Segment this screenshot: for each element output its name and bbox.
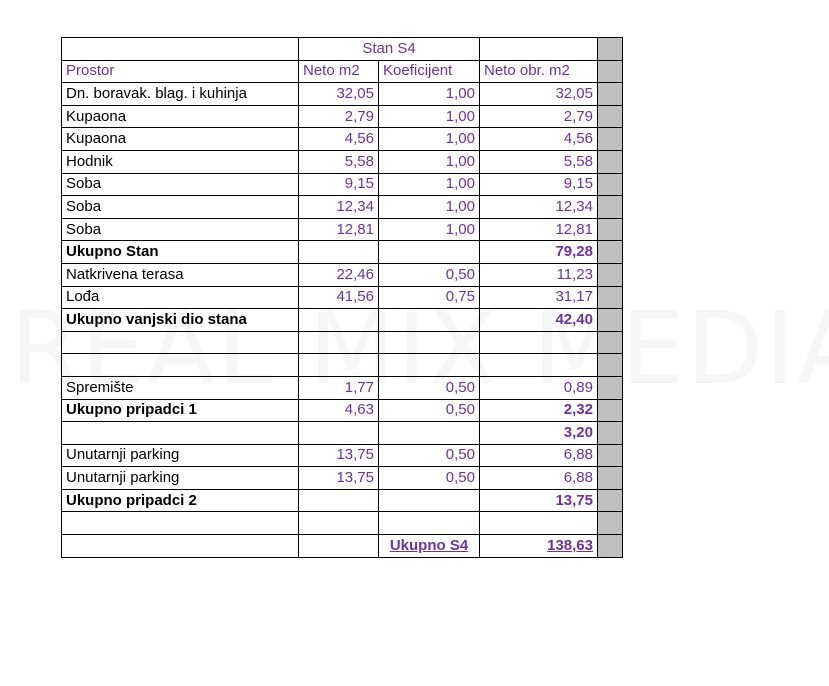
cell-neto: 13,75 <box>299 444 379 467</box>
cell-neto: 12,81 <box>299 218 379 241</box>
gray-column-cell <box>598 128 623 151</box>
table-row <box>62 83 623 106</box>
cell-neto <box>299 422 379 445</box>
gray-column-cell <box>598 173 623 196</box>
table-row <box>62 196 623 219</box>
cell-prostor: Soba <box>62 218 299 241</box>
cell-koeficijent <box>379 241 480 264</box>
gray-column-cell <box>598 150 623 173</box>
gray-column-cell <box>598 444 623 467</box>
gray-column-cell <box>598 535 623 558</box>
cell-neto-obr: 2,32 <box>480 399 598 422</box>
cell-neto-obr <box>480 354 598 377</box>
table-row <box>62 263 623 286</box>
cell-neto-obr: 4,56 <box>480 128 598 151</box>
cell-prostor: Soba <box>62 196 299 219</box>
cell-koeficijent: 0,50 <box>379 444 480 467</box>
gray-column-cell <box>598 218 623 241</box>
cell-koeficijent: 0,50 <box>379 467 480 490</box>
cell-koeficijent: 1,00 <box>379 150 480 173</box>
cell-prostor: Unutarnji parking <box>62 444 299 467</box>
cell-koeficijent <box>379 422 480 445</box>
cell-neto-obr: 6,88 <box>480 444 598 467</box>
cell-prostor: Natkrivena terasa <box>62 263 299 286</box>
table-row <box>62 376 623 399</box>
cell-koeficijent: 1,00 <box>379 83 480 106</box>
gray-column-cell <box>598 38 623 61</box>
cell-prostor: Kupaona <box>62 105 299 128</box>
header-koeficijent: Koeficijent <box>379 60 480 83</box>
cell-neto <box>299 512 379 535</box>
total-label: Ukupno S4 <box>379 535 480 558</box>
title-spacer-right <box>480 38 598 61</box>
cell-neto: 2,79 <box>299 105 379 128</box>
gray-column-cell <box>598 376 623 399</box>
cell-prostor: Ukupno pripadci 1 <box>62 399 299 422</box>
table-row <box>62 444 623 467</box>
total-value: 138,63 <box>480 535 598 558</box>
cell-koeficijent: 1,00 <box>379 196 480 219</box>
gray-column-cell <box>598 354 623 377</box>
cell-neto-obr: 0,89 <box>480 376 598 399</box>
cell-neto: 9,15 <box>299 173 379 196</box>
title-spacer <box>62 38 299 61</box>
gray-column-cell <box>598 309 623 332</box>
table-title: Stan S4 <box>299 38 480 61</box>
header-neto: Neto m2 <box>299 60 379 83</box>
table-row <box>62 331 623 354</box>
cell-neto-obr: 12,81 <box>480 218 598 241</box>
cell-neto <box>299 489 379 512</box>
cell-prostor: Ukupno pripadci 2 <box>62 489 299 512</box>
table-row <box>62 128 623 151</box>
cell-neto-obr: 12,34 <box>480 196 598 219</box>
title-row <box>62 38 623 61</box>
cell-neto: 5,58 <box>299 150 379 173</box>
cell-neto: 12,34 <box>299 196 379 219</box>
table-row <box>62 150 623 173</box>
cell-neto-obr: 79,28 <box>480 241 598 264</box>
table-row <box>62 173 623 196</box>
cell-neto-obr <box>480 512 598 535</box>
gray-column-cell <box>598 422 623 445</box>
gray-column-cell <box>598 512 623 535</box>
cell-neto <box>299 241 379 264</box>
cell-neto <box>299 331 379 354</box>
cell-neto-obr: 42,40 <box>480 309 598 332</box>
cell-neto <box>299 354 379 377</box>
header-prostor: Prostor <box>62 60 299 83</box>
gray-column-cell <box>598 467 623 490</box>
cell-neto-obr: 31,17 <box>480 286 598 309</box>
gray-column-cell <box>598 60 623 83</box>
table-row <box>62 422 623 445</box>
gray-column-cell <box>598 399 623 422</box>
table-row <box>62 309 623 332</box>
cell-prostor: Spremište <box>62 376 299 399</box>
cell-neto-obr: 13,75 <box>480 489 598 512</box>
cell-neto-obr: 6,88 <box>480 467 598 490</box>
table-row <box>62 489 623 512</box>
cell-prostor: Hodnik <box>62 150 299 173</box>
cell-koeficijent: 0,50 <box>379 376 480 399</box>
cell-neto-obr: 9,15 <box>480 173 598 196</box>
cell-prostor: Kupaona <box>62 128 299 151</box>
gray-column-cell <box>598 286 623 309</box>
cell-prostor <box>62 422 299 445</box>
cell-neto-obr: 5,58 <box>480 150 598 173</box>
cell-prostor: Lođa <box>62 286 299 309</box>
table-row <box>62 512 623 535</box>
cell-koeficijent <box>379 489 480 512</box>
table-row <box>62 218 623 241</box>
table-row <box>62 399 623 422</box>
total-row <box>62 535 623 558</box>
cell-koeficijent: 0,75 <box>379 286 480 309</box>
cell-neto-obr: 2,79 <box>480 105 598 128</box>
cell-neto: 4,56 <box>299 128 379 151</box>
table-row <box>62 105 623 128</box>
header-neto-obr: Neto obr. m2 <box>480 60 598 83</box>
cell-neto <box>299 309 379 332</box>
cell-neto: 32,05 <box>299 83 379 106</box>
gray-column-cell <box>598 331 623 354</box>
gray-column-cell <box>598 241 623 264</box>
table-row <box>62 467 623 490</box>
gray-column-cell <box>598 105 623 128</box>
cell-koeficijent <box>379 512 480 535</box>
gray-column-cell <box>598 489 623 512</box>
cell-neto-obr: 11,23 <box>480 263 598 286</box>
cell-prostor <box>62 512 299 535</box>
total-spacer <box>62 535 299 558</box>
cell-neto-obr: 3,20 <box>480 422 598 445</box>
cell-prostor: Unutarnji parking <box>62 467 299 490</box>
gray-column-cell <box>598 83 623 106</box>
cell-neto: 1,77 <box>299 376 379 399</box>
gray-column-cell <box>598 196 623 219</box>
cell-koeficijent: 0,50 <box>379 263 480 286</box>
area-table <box>61 37 623 558</box>
total-spacer <box>299 535 379 558</box>
table-row <box>62 354 623 377</box>
cell-prostor: Ukupno Stan <box>62 241 299 264</box>
cell-prostor: Dn. boravak. blag. i kuhinja <box>62 83 299 106</box>
cell-koeficijent: 1,00 <box>379 105 480 128</box>
cell-prostor: Ukupno vanjski dio stana <box>62 309 299 332</box>
cell-koeficijent <box>379 331 480 354</box>
header-row <box>62 60 623 83</box>
cell-neto: 4,63 <box>299 399 379 422</box>
cell-koeficijent: 1,00 <box>379 218 480 241</box>
cell-neto: 13,75 <box>299 467 379 490</box>
cell-neto: 22,46 <box>299 263 379 286</box>
cell-neto-obr <box>480 331 598 354</box>
gray-column-cell <box>598 263 623 286</box>
cell-neto-obr: 32,05 <box>480 83 598 106</box>
cell-prostor: Soba <box>62 173 299 196</box>
cell-koeficijent <box>379 309 480 332</box>
cell-koeficijent <box>379 354 480 377</box>
cell-prostor <box>62 331 299 354</box>
cell-koeficijent: 0,50 <box>379 399 480 422</box>
cell-neto: 41,56 <box>299 286 379 309</box>
table-row <box>62 286 623 309</box>
table-row <box>62 241 623 264</box>
cell-koeficijent: 1,00 <box>379 173 480 196</box>
cell-koeficijent: 1,00 <box>379 128 480 151</box>
cell-prostor <box>62 354 299 377</box>
